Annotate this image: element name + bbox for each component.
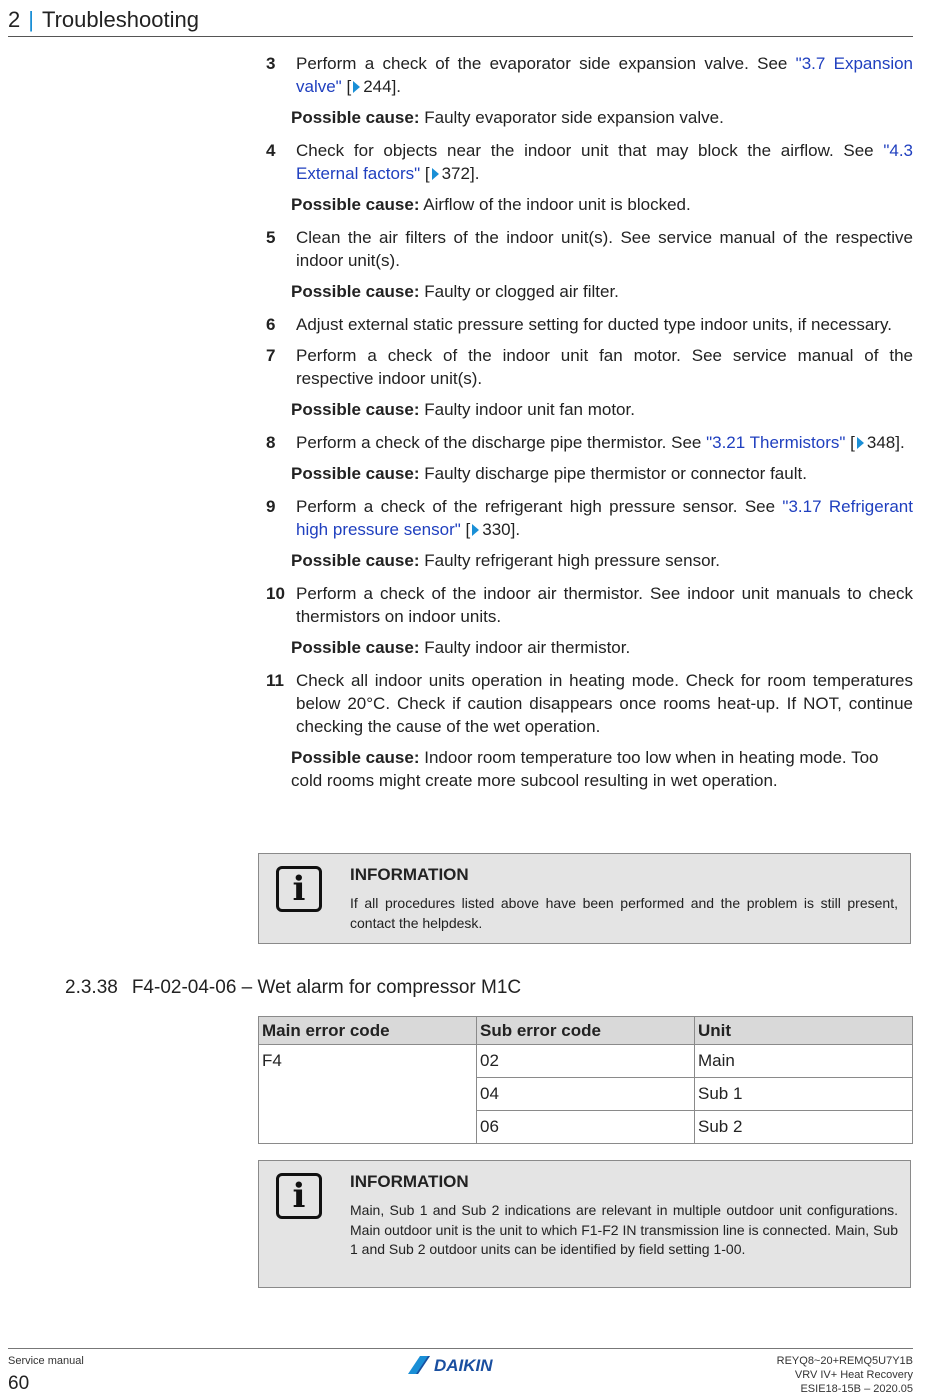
information-icon: i	[276, 866, 322, 912]
bracket-open: [	[420, 164, 430, 183]
cause-text: Faulty indoor air thermistor.	[419, 638, 631, 657]
cause-label: Possible cause:	[291, 108, 420, 127]
xref-link-external-factors[interactable]: "4.3 External factors"	[296, 141, 913, 183]
step-text: Check all indoor units operation in heating mode. Check for room temperatures below 20°C. Check if caution disappears once rooms heat-up. If NOT, continue checking the cause of the wet operation.	[296, 671, 913, 736]
possible-cause	[291, 280, 913, 303]
unit-cell: Sub 2	[695, 1111, 913, 1144]
possible-cause	[291, 549, 913, 572]
step-text: Adjust external static pressure setting for ducted type indoor units, if necessary.	[296, 315, 892, 334]
page-arrow-icon	[432, 168, 439, 180]
product-name: VRV IV+ Heat Recovery	[794, 1369, 913, 1381]
possible-cause	[291, 462, 913, 485]
xref-link-high-pressure-sensor[interactable]: "3.17 Refrigerant high pressure sensor"	[296, 497, 913, 539]
step-number: 3	[266, 54, 276, 73]
document-type: Service manual	[8, 1355, 84, 1367]
chapter-title: Troubleshooting	[41, 7, 199, 32]
cause-label: Possible cause:	[291, 400, 420, 419]
bracket-open: [	[845, 433, 855, 452]
page-number: 60	[8, 1373, 30, 1394]
step-11	[266, 669, 913, 738]
information-body: Main, Sub 1 and Sub 2 indications are relevant in multiple outdoor unit configurations. Main outdoor unit is the unit to which F1-F2 IN transmission line is connected. Main, Sub 1 and Sub 2 outdoor units can be identified by field setting 1-00.	[350, 1202, 898, 1257]
step-number: 9	[266, 497, 276, 516]
step-number: 6	[266, 315, 276, 334]
step-9	[266, 495, 913, 541]
possible-cause	[291, 746, 913, 792]
step-text-pre: Check for objects near the indoor unit that may block the airflow. See	[296, 141, 884, 160]
column-header: Sub error code	[477, 1017, 695, 1045]
cause-text: Faulty evaporator side expansion valve.	[419, 108, 724, 127]
step-number: 5	[266, 228, 276, 247]
step-8	[266, 431, 913, 454]
bracket-open: [	[341, 77, 352, 96]
page-ref: 372	[441, 164, 470, 183]
possible-cause	[291, 193, 913, 216]
unit-cell: Sub 1	[695, 1078, 913, 1111]
step-5	[266, 226, 913, 272]
possible-cause	[291, 106, 913, 129]
section-heading	[65, 976, 521, 1000]
information-icon: i	[276, 1173, 322, 1219]
cause-text: Airflow of the indoor unit is blocked.	[419, 195, 691, 214]
information-box-helpdesk	[258, 853, 911, 944]
step-text: Clean the air filters of the indoor unit(s). See service manual of the respective indoor unit(s).	[296, 228, 913, 270]
bracket-close: ].	[469, 164, 480, 183]
step-number: 7	[266, 346, 276, 365]
step-text: Perform a check of the indoor air thermistor. See indoor unit manuals to check thermistors on indoor units.	[296, 584, 913, 626]
cause-label: Possible cause:	[291, 638, 420, 657]
xref-link-thermistors[interactable]: "3.21 Thermistors"	[706, 433, 846, 452]
page-ref: 348	[866, 433, 896, 452]
step-10	[266, 582, 913, 628]
sub-error-code-cell: 02	[477, 1045, 695, 1078]
cause-text: Indoor room temperature too low when in heating mode. Too cold rooms might create more subcool resulting in wet operation.	[291, 748, 879, 790]
document-id: ESIE18-15B – 2020.05	[800, 1383, 913, 1395]
model-number: REYQ8~20+REMQ5U7Y1B	[776, 1355, 913, 1367]
page-ref: 244	[363, 77, 392, 96]
column-header: Unit	[695, 1017, 913, 1045]
information-title: INFORMATION	[350, 1172, 469, 1191]
bracket-open: [	[460, 520, 471, 539]
column-header: Main error code	[259, 1017, 477, 1045]
footer-meta	[777, 1354, 913, 1396]
table-row	[259, 1045, 913, 1078]
step-text	[296, 52, 913, 98]
step-text	[296, 431, 913, 454]
step-text	[296, 495, 913, 541]
cause-label: Possible cause:	[291, 195, 420, 214]
page-ref: 330	[482, 520, 511, 539]
cause-label: Possible cause:	[291, 464, 420, 483]
step-text-pre: Perform a check of the discharge pipe thermistor. See	[296, 433, 707, 452]
step-7	[266, 344, 913, 390]
information-title: INFORMATION	[350, 865, 469, 884]
bracket-close: ].	[895, 433, 905, 452]
chapter-number: 2	[8, 7, 21, 32]
possible-cause	[291, 636, 913, 659]
sub-error-code-cell: 06	[477, 1111, 695, 1144]
cause-text: Faulty discharge pipe thermistor or connector fault.	[419, 464, 807, 483]
step-number: 8	[266, 433, 276, 452]
step-6	[266, 313, 913, 336]
bracket-close: ].	[391, 77, 402, 96]
information-body: If all procedures listed above have been performed and the problem is still present, contact the helpdesk.	[350, 895, 898, 931]
page-header	[8, 6, 913, 37]
page-arrow-icon	[472, 524, 479, 536]
step-text	[296, 139, 913, 185]
step-3	[266, 52, 913, 98]
xref-link-expansion-valve[interactable]: "3.7 Expansion valve"	[296, 54, 914, 96]
header-separator: |	[28, 7, 34, 32]
main-error-code-cell: F4	[259, 1045, 477, 1144]
step-text: Perform a check of the indoor unit fan motor. See service manual of the respective indoor unit(s).	[296, 346, 913, 388]
step-number: 10	[266, 584, 285, 603]
step-number: 11	[266, 671, 284, 690]
page-arrow-icon	[857, 437, 864, 449]
information-box-units	[258, 1160, 911, 1288]
cause-text: Faulty refrigerant high pressure sensor.	[419, 551, 720, 570]
unit-cell: Main	[695, 1045, 913, 1078]
step-number: 4	[266, 141, 276, 160]
cause-label: Possible cause:	[291, 748, 420, 767]
step-4	[266, 139, 913, 185]
page-footer	[8, 1348, 913, 1395]
cause-label: Possible cause:	[291, 551, 420, 570]
error-code-table	[258, 1016, 913, 1144]
section-title: F4-02-04-06 – Wet alarm for compressor M1C	[131, 977, 522, 998]
table-header-row	[259, 1017, 913, 1045]
section-number: 2.3.38	[65, 977, 118, 998]
step-text-pre: Perform a check of the evaporator side expansion valve. See	[296, 54, 796, 73]
sub-error-code-cell: 04	[477, 1078, 695, 1111]
cause-text: Faulty or clogged air filter.	[419, 282, 619, 301]
page-arrow-icon	[353, 81, 360, 93]
step-text-pre: Perform a check of the refrigerant high pressure sensor. See	[296, 497, 783, 516]
cause-label: Possible cause:	[291, 282, 420, 301]
possible-cause	[291, 398, 913, 421]
cause-text: Faulty indoor unit fan motor.	[419, 400, 635, 419]
svg-text:DAIKIN: DAIKIN	[434, 1356, 493, 1375]
bracket-close: ].	[510, 520, 521, 539]
procedure-list	[266, 52, 913, 802]
daikin-logo	[408, 1354, 518, 1376]
